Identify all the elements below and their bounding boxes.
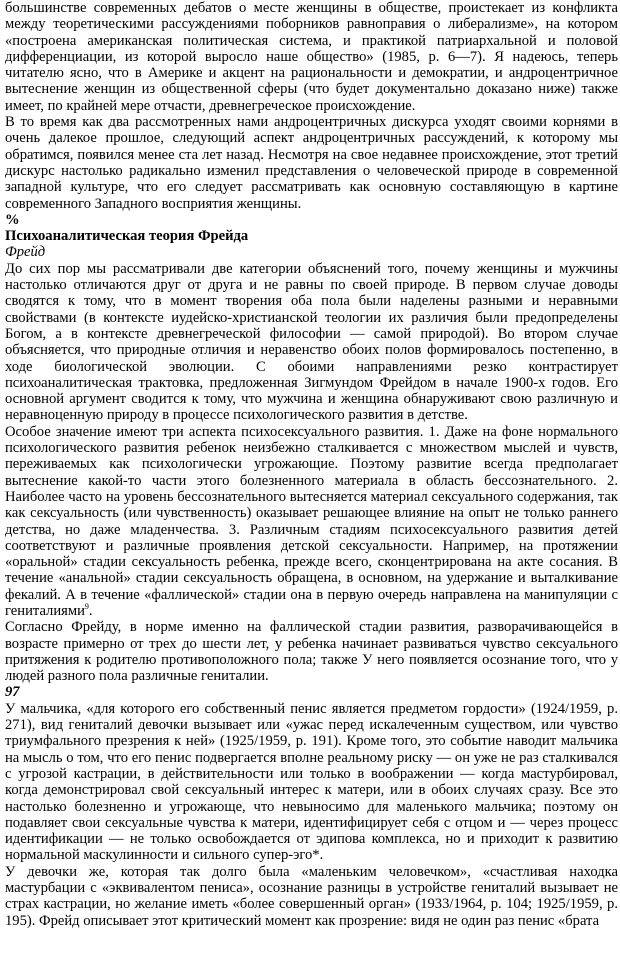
paragraph-end: . bbox=[88, 602, 93, 619]
subsection-title: Фрейд bbox=[5, 244, 46, 261]
body-paragraph: У мальчика, «для которого его собственный пенис является предметом гордости» (1924/1959, p. 271), вид гениталий девочки вызывает или «ужас перед искалеченным существом, или чувство триумфального презрения к ней» (1925/1959, p. 191). Кроме того, это событие наводит мальчика на мысль о том, что его пенис подвергается вполне реальному риску — он уже не раз сталкивался с угрозой кастрации, в действительности или только в воображении — когда мастурбировал, когда демонстрировал свой сексуальный интерес к матери, или в обоих случаях сразу. Все это настолько болезненно и угрожающе, что невыносимо для маленького мальчика; поэтому он подавляет свои сексуальные чувства к матери, идентифицирует себя с отцом и — через процесс идентификации — не только освобождается от эдипова комплекса, но и приходит к развитию нормальной маскулинности и сильного супер-эго*. bbox=[5, 700, 618, 864]
section-marker: % bbox=[5, 211, 20, 228]
body-paragraph: В то время как два рассмотренных нами андроцентричных дискурса уходят своими корнями в очень далекое прошлое, следующий аспект андроцентричных рассуждений, к которому мы обратимся, появился менее ста лет назад. Несмотря на свое недавнее происхождение, этот третий дискурс настолько радикально изменил представления о человеческой природе в современной западной культуре, что его следует рассматривать как основную составляющую в картине современного Западного восприятия женщины. bbox=[5, 114, 618, 212]
paragraph-text: Особое значение имеют три аспекта психосексуального развития. 1. Даже на фоне нормального психологического развития ребенок неизбежно сталкивается с множеством мыслей и чувств, переживаемых как психологически угрожающие. Поэтому развитие всегда предполагает вытеснение какой-то части этого болезненного материала в область бессознательного. 2. Наиболее часто на уровень бессознательного вытесняется материал сексуального содержания, так как сексуальность (или чувственность) оказывает решающее влияние на опыт не только раннего детства, но даже младенчества. 3. Различным стадиям психосексуального развития детей соответствуют и различные проявления детской сексуальности. Например, на протяжении «оральной» стадии сексуальность ребенка, прежде всего, сконцентрирована на акте сосания. В течение «анальной» стадии сексуальность обращена, в основном, на удержание и выталкивание фекалий. А в течение «фаллической» стадии она в первую очередь направлена на манипуляции с гениталиями bbox=[5, 423, 618, 619]
page-number: 97 bbox=[5, 684, 20, 701]
body-paragraph: большинстве современных дебатов о месте женщины в обществе, проистекает из конфликта между теоретическими рассуждениями поборников равноправия о либерализме», на котором «построена американская политическая система, и практикой патриархальной и половой дифференциации, из которой выросло наше общество» (1985, p. 6—7). Я надеюсь, теперь читателю ясно, что в Америке и акцент на рациональности и демократии, и андроцентричное вытеснение женщин из общественной сферы (что будет документально доказано ниже) также имеет, по крайней мере отчасти, древнегреческое происхождение. bbox=[5, 0, 618, 114]
body-paragraph: У девочки же, которая так долго была «маленьким человечком», «счастливая находка мастурбации с «эквивалентом пениса», осознание разницы в устройстве гениталий вызывает не страх кастрации, но желание иметь «более совершенный орган» (1933/1964, p. 104; 1925/1959, p. 195). Фрейд описывает этот критический момент как прозрение: видя не один раз пенис «брата bbox=[5, 863, 618, 929]
footnote-reference[interactable]: 9 bbox=[84, 602, 89, 612]
body-paragraph: До сих пор мы рассматривали две категории объяснений того, почему женщины и мужчины настолько отличаются друг от друга и не равны по своей природе. В первом случае доводы сводятся к тому, что в момент творения оба пола были наделены разными и неравными свойствами (в контексте иудейско-христианской теологии их различия были предопределены Богом, а в контексте древнегреческой философии — самой природой). Во втором случае объясняется, что природные отличия и неравенство обоих полов формировалось постепенно, в ходе биологической эволюции. С обоими направлениями резко контрастирует психоаналитическая трактовка, предложенная Зигмундом Фрейдом в начале 1900-х годов. Его основной аргумент сводится к тому, что мужчина и женщина обнаруживают свою различную и неравноценную природу в процессе психологического развития в детстве. bbox=[5, 260, 618, 424]
section-title: Психоаналитическая теория Фрейда bbox=[5, 228, 249, 245]
body-paragraph bbox=[5, 424, 618, 620]
body-paragraph: Согласно Фрейду, в норме именно на фаллической стадии развития, разворачивающейся в возрасте примерно от трех до шести лет, у ребенка начинает развиваться чувство сексуального притяжения к родителю противоположного пола; также У него появляется осознание того, что у людей разного пола различные гениталии. bbox=[5, 619, 618, 685]
